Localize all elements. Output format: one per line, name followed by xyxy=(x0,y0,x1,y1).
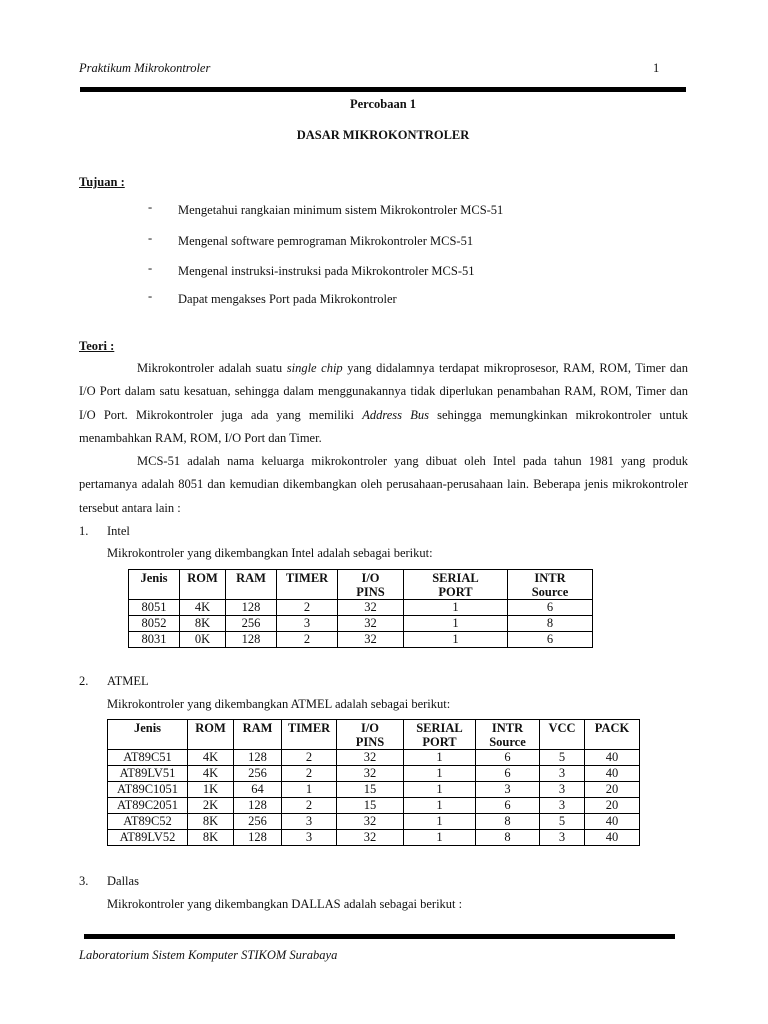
table-row xyxy=(129,616,593,632)
table-cell: 6 xyxy=(476,766,540,782)
table-cell: 15 xyxy=(337,782,404,798)
table-cell: 1 xyxy=(404,782,476,798)
table-cell: 8K xyxy=(180,616,226,632)
footer-text: Laboratorium Sistem Komputer STIKOM Surabaya xyxy=(79,948,338,962)
table-cell: AT89C1051 xyxy=(108,782,188,798)
table-cell: 128 xyxy=(234,798,282,814)
table-cell: 1 xyxy=(404,798,476,814)
column-header-text: Jenis xyxy=(140,571,168,585)
table-cell: 32 xyxy=(338,632,404,648)
table-cell: 5 xyxy=(540,750,585,766)
table-cell: 128 xyxy=(226,632,277,648)
table-cell: 3 xyxy=(282,830,337,846)
experiment-title: DASAR MIKROKONTROLER xyxy=(296,128,470,142)
column-header-text: VCC xyxy=(548,721,576,735)
teori-paragraph-2: MCS-51 adalah nama keluarga mikrokontroler yang dibuat oleh Intel pada tahun 1981 yang produk pertamanya adalah 8051 dan kemudian dikembangkan oleh perusahaan-perusahaan lain. Beberapa jenis mikrokontroler tersebut antara lain : xyxy=(79,454,688,515)
section-description: Mikrokontroler yang dikembangkan DALLAS adalah sebagai berikut : xyxy=(107,897,463,911)
table-cell: 40 xyxy=(585,750,640,766)
column-header xyxy=(234,720,282,750)
page-number: 1 xyxy=(653,61,660,75)
table-cell: 8051 xyxy=(129,600,180,616)
table-row xyxy=(108,782,640,798)
table-cell: AT89LV51 xyxy=(108,766,188,782)
table-cell: 5 xyxy=(540,814,585,830)
column-header xyxy=(277,570,338,600)
table-cell: 40 xyxy=(585,814,640,830)
table-cell: 1 xyxy=(404,616,508,632)
column-header xyxy=(282,720,337,750)
table-cell: 4K xyxy=(188,750,234,766)
table-cell: 4K xyxy=(188,766,234,782)
table-cell: 2 xyxy=(277,600,338,616)
column-header xyxy=(337,720,404,750)
table-cell: 32 xyxy=(337,814,404,830)
table-cell: 32 xyxy=(337,750,404,766)
table-cell: 1 xyxy=(404,750,476,766)
teori-heading: Teori : xyxy=(79,339,115,353)
column-header-text: TIMER xyxy=(285,571,329,585)
column-header-text: Source xyxy=(489,735,526,749)
table-row xyxy=(129,600,593,616)
dash-marker: - xyxy=(148,261,153,275)
table-cell: 0K xyxy=(180,632,226,648)
header-rule xyxy=(80,87,686,92)
table-cell: AT89C2051 xyxy=(108,798,188,814)
table-cell: 40 xyxy=(585,830,640,846)
table-row xyxy=(108,766,640,782)
table-cell: AT89C51 xyxy=(108,750,188,766)
table-row xyxy=(129,632,593,648)
table-cell: 256 xyxy=(234,766,282,782)
table-cell: 3 xyxy=(476,782,540,798)
table-cell: 128 xyxy=(234,750,282,766)
experiment-label: Percobaan 1 xyxy=(349,97,417,111)
table-cell: 1 xyxy=(404,766,476,782)
dash-marker: - xyxy=(148,289,153,303)
header-title: Praktikum Mikrokontroler xyxy=(79,61,211,75)
column-header-text: I/O xyxy=(360,721,380,735)
table-cell: 6 xyxy=(508,600,593,616)
table-cell: 8031 xyxy=(129,632,180,648)
table-row xyxy=(108,814,640,830)
table-row xyxy=(108,750,640,766)
footer-rule xyxy=(84,934,675,939)
column-header-text: PACK xyxy=(594,721,630,735)
column-header-text: Jenis xyxy=(133,721,162,735)
tujuan-heading: Tujuan : xyxy=(79,175,125,189)
column-header-text: PINS xyxy=(355,735,385,749)
column-header-text: ROM xyxy=(195,721,226,735)
table-row xyxy=(108,798,640,814)
table-cell: 8 xyxy=(476,814,540,830)
table-cell: 6 xyxy=(508,632,593,648)
column-header xyxy=(404,570,508,600)
column-header xyxy=(404,720,476,750)
dash-marker: - xyxy=(148,200,153,214)
tujuan-item-text: Mengetahui rangkaian minimum sistem Mikrokontroler MCS-51 xyxy=(178,203,504,217)
section-label: Intel xyxy=(107,524,130,538)
column-header xyxy=(180,570,226,600)
column-header-text: INTR xyxy=(534,571,566,585)
table-cell: 20 xyxy=(585,782,640,798)
table-cell: 1 xyxy=(282,782,337,798)
table-cell: 8 xyxy=(476,830,540,846)
table-cell: 32 xyxy=(337,766,404,782)
column-header-text: RAM xyxy=(236,571,266,585)
column-header-text: INTR xyxy=(491,721,524,735)
table-header-row xyxy=(108,720,640,750)
table-cell: 8052 xyxy=(129,616,180,632)
column-header xyxy=(508,570,593,600)
table-cell: 256 xyxy=(234,814,282,830)
section-label: Dallas xyxy=(107,874,139,888)
table-cell: 3 xyxy=(540,830,585,846)
column-header-text: TIMER xyxy=(287,721,331,735)
table-cell: 32 xyxy=(337,830,404,846)
table-cell: 8 xyxy=(508,616,593,632)
table-cell: 64 xyxy=(234,782,282,798)
column-header-text: PINS xyxy=(356,585,385,599)
table-cell: 1 xyxy=(404,830,476,846)
teori-paragraph-1: Mikrokontroler adalah suatu single chip yang didalamnya terdapat mikroprosesor, RAM, ROM, Timer dan I/O Port dalam satu kesatuan, sehingga dalam menggunakannya tidak diperlukan penambahan RAM, ROM, Timer dan I/O Port. Mikrokontroler juga ada yang memiliki Address Bus sehingga memungkinkan mikrokontroler untuk menambahkan RAM, ROM, I/O Port dan Timer. xyxy=(79,361,688,445)
column-header-text: SERIAL xyxy=(416,721,463,735)
atmel-table xyxy=(107,719,640,846)
tujuan-item-text: Mengenal software pemrograman Mikrokontroler MCS-51 xyxy=(178,234,474,248)
table-cell: 3 xyxy=(282,814,337,830)
column-header xyxy=(338,570,404,600)
table-cell: 8K xyxy=(188,830,234,846)
tujuan-item-text: Dapat mengakses Port pada Mikrokontroler xyxy=(178,292,397,306)
table-cell: 1 xyxy=(404,814,476,830)
table-cell: 2 xyxy=(277,632,338,648)
table-cell: 8K xyxy=(188,814,234,830)
section-number: 1. xyxy=(79,524,89,538)
column-header xyxy=(108,720,188,750)
table-cell: 32 xyxy=(338,600,404,616)
table-cell: 6 xyxy=(476,798,540,814)
table-cell: 2 xyxy=(282,798,337,814)
table-cell: 1 xyxy=(404,600,508,616)
table-cell: 2 xyxy=(282,766,337,782)
table-cell: 20 xyxy=(585,798,640,814)
table-cell: 128 xyxy=(234,830,282,846)
table-cell: 3 xyxy=(540,782,585,798)
column-header-text: RAM xyxy=(242,721,273,735)
table-cell: 128 xyxy=(226,600,277,616)
section-label: ATMEL xyxy=(107,674,149,688)
table-cell: 3 xyxy=(540,798,585,814)
column-header xyxy=(585,720,640,750)
table-cell: 32 xyxy=(338,616,404,632)
column-header-text: SERIAL xyxy=(432,571,479,585)
table-cell: 4K xyxy=(180,600,226,616)
table-cell: 3 xyxy=(540,766,585,782)
section-description: Mikrokontroler yang dikembangkan Intel adalah sebagai berikut: xyxy=(107,546,433,560)
table-row xyxy=(108,830,640,846)
table-cell: 40 xyxy=(585,766,640,782)
column-header-text: Source xyxy=(531,585,569,599)
column-header-text: ROM xyxy=(187,571,218,585)
column-header-text: PORT xyxy=(422,735,457,749)
table-cell: 2 xyxy=(282,750,337,766)
table-cell: 1K xyxy=(188,782,234,798)
section-number: 2. xyxy=(79,674,89,688)
dash-marker: - xyxy=(148,231,153,245)
table-cell: AT89LV52 xyxy=(108,830,188,846)
intel-table xyxy=(128,569,593,648)
tujuan-item-text: Mengenal instruksi-instruksi pada Mikrokontroler MCS-51 xyxy=(178,264,475,278)
table-cell: 1 xyxy=(404,632,508,648)
table-cell: AT89C52 xyxy=(108,814,188,830)
section-description: Mikrokontroler yang dikembangkan ATMEL adalah sebagai berikut: xyxy=(107,697,451,711)
table-cell: 15 xyxy=(337,798,404,814)
table-cell: 2K xyxy=(188,798,234,814)
column-header xyxy=(476,720,540,750)
column-header xyxy=(188,720,234,750)
column-header xyxy=(226,570,277,600)
column-header xyxy=(129,570,180,600)
table-header-row xyxy=(129,570,593,600)
column-header-text: I/O xyxy=(361,571,380,585)
column-header xyxy=(540,720,585,750)
column-header-text: PORT xyxy=(438,585,473,599)
table-cell: 256 xyxy=(226,616,277,632)
table-cell: 3 xyxy=(277,616,338,632)
table-cell: 6 xyxy=(476,750,540,766)
section-number: 3. xyxy=(79,874,89,888)
